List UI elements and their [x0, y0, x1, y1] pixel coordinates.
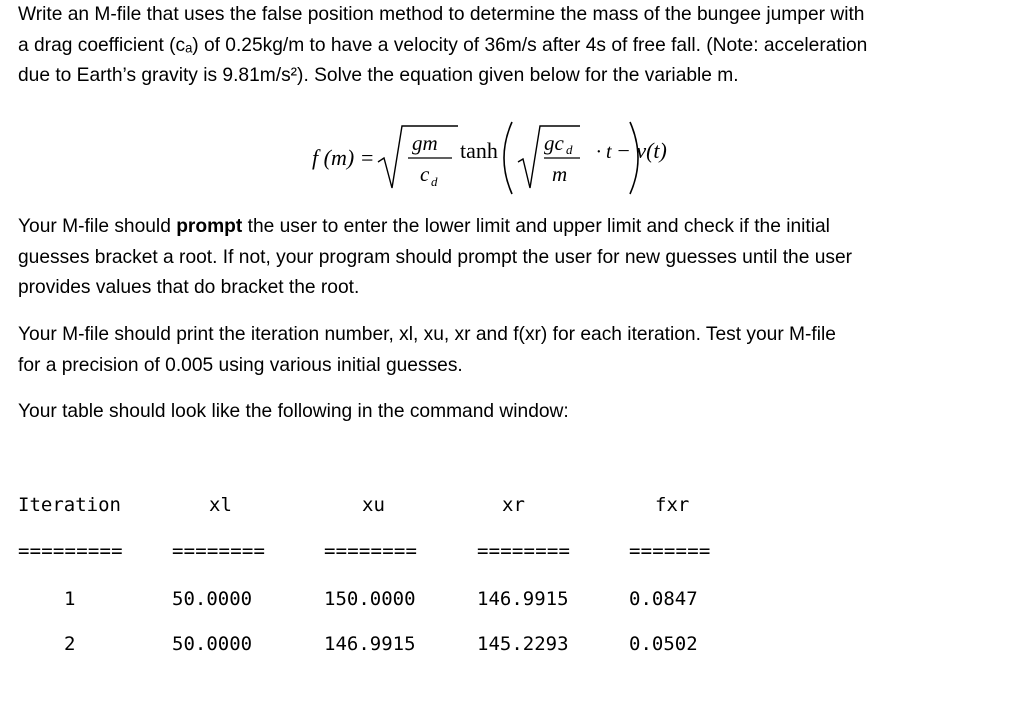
instructions-p2-after-bold: the user to enter the lower limit and upper limit and check if the initial [242, 216, 830, 237]
instructions-p2-bold: prompt [176, 216, 243, 237]
times-t: · t [596, 141, 612, 163]
instructions-p3-line-2: for a precision of 0.005 using various initial guesses. [18, 354, 463, 376]
problem-line-3: due to Earth’s gravity is 9.81m/s²). Solve the equation given below for the variable m. [18, 65, 739, 86]
instructions-paragraph-3: Your table should look like the following in the command window: [18, 401, 569, 422]
sqrt1-numerator: gm [412, 131, 438, 155]
table-header-fxr: fxr [655, 494, 690, 516]
left-paren [504, 122, 512, 194]
table-header-xl: xl [209, 494, 232, 516]
table-separator: ========= [18, 540, 123, 562]
instructions-paragraph-2 [18, 320, 1008, 381]
tanh-label: tanh [460, 138, 498, 163]
instructions-p3-line-1: Your M-file should print the iteration number, xl, xu, xr and f(xr) for each iteration. Test your M-file [18, 324, 836, 345]
problem-line-1: Write an M-file that uses the false position method to determine the mass of the bungee jumper with [18, 4, 865, 25]
instructions-p2-line-3: provides values that do bracket the root. [18, 277, 360, 298]
table-separator: ======= [629, 540, 711, 562]
sqrt1-denominator-sub: d [431, 174, 438, 189]
table-separator: ======== [324, 540, 418, 562]
instructions-p2-before-bold: Your M-file should [18, 216, 177, 237]
sqrt1-denominator: c [420, 162, 430, 186]
table-header-xr: xr [502, 494, 525, 516]
table-cell-iteration: 2 [64, 633, 76, 655]
table-cell-fxr: 0.0502 [629, 633, 698, 655]
instructions-p2-line-2: guesses bracket a root. If not, your program should prompt the user for new guesses until the user [18, 246, 853, 268]
table-cell-xl: 50.0000 [172, 633, 253, 655]
table-cell-iteration: 1 [64, 588, 76, 610]
table-cell-xu: 150.0000 [324, 588, 416, 610]
table-header-iteration: Iteration [18, 494, 121, 516]
table-cell-xr: 146.9915 [477, 588, 569, 610]
table-cell-xr: 145.2293 [477, 633, 569, 655]
table-cell-xu: 146.9915 [324, 633, 416, 655]
table-separator: ======== [172, 540, 266, 562]
table-cell-xl: 50.0000 [172, 588, 253, 610]
equation-lhs: f (m) = [312, 145, 375, 170]
minus-velocity: − v(t) [616, 138, 667, 163]
sqrt2-denominator: m [552, 162, 568, 186]
table-separator: ======== [477, 540, 571, 562]
problem-statement [18, 0, 1008, 92]
problem-line-2: a drag coefficient (cₐ) of 0.25kg/m to have a velocity of 36m/s after 4s of free fall. (Note: acceleration [18, 34, 868, 56]
sqrt2-numerator: gc [544, 131, 564, 155]
equation [300, 118, 720, 200]
instructions-paragraph-1 [18, 212, 1008, 304]
sqrt2-numerator-sub: d [566, 142, 573, 157]
table-cell-fxr: 0.0847 [629, 588, 698, 610]
table-header-xu: xu [362, 494, 385, 516]
